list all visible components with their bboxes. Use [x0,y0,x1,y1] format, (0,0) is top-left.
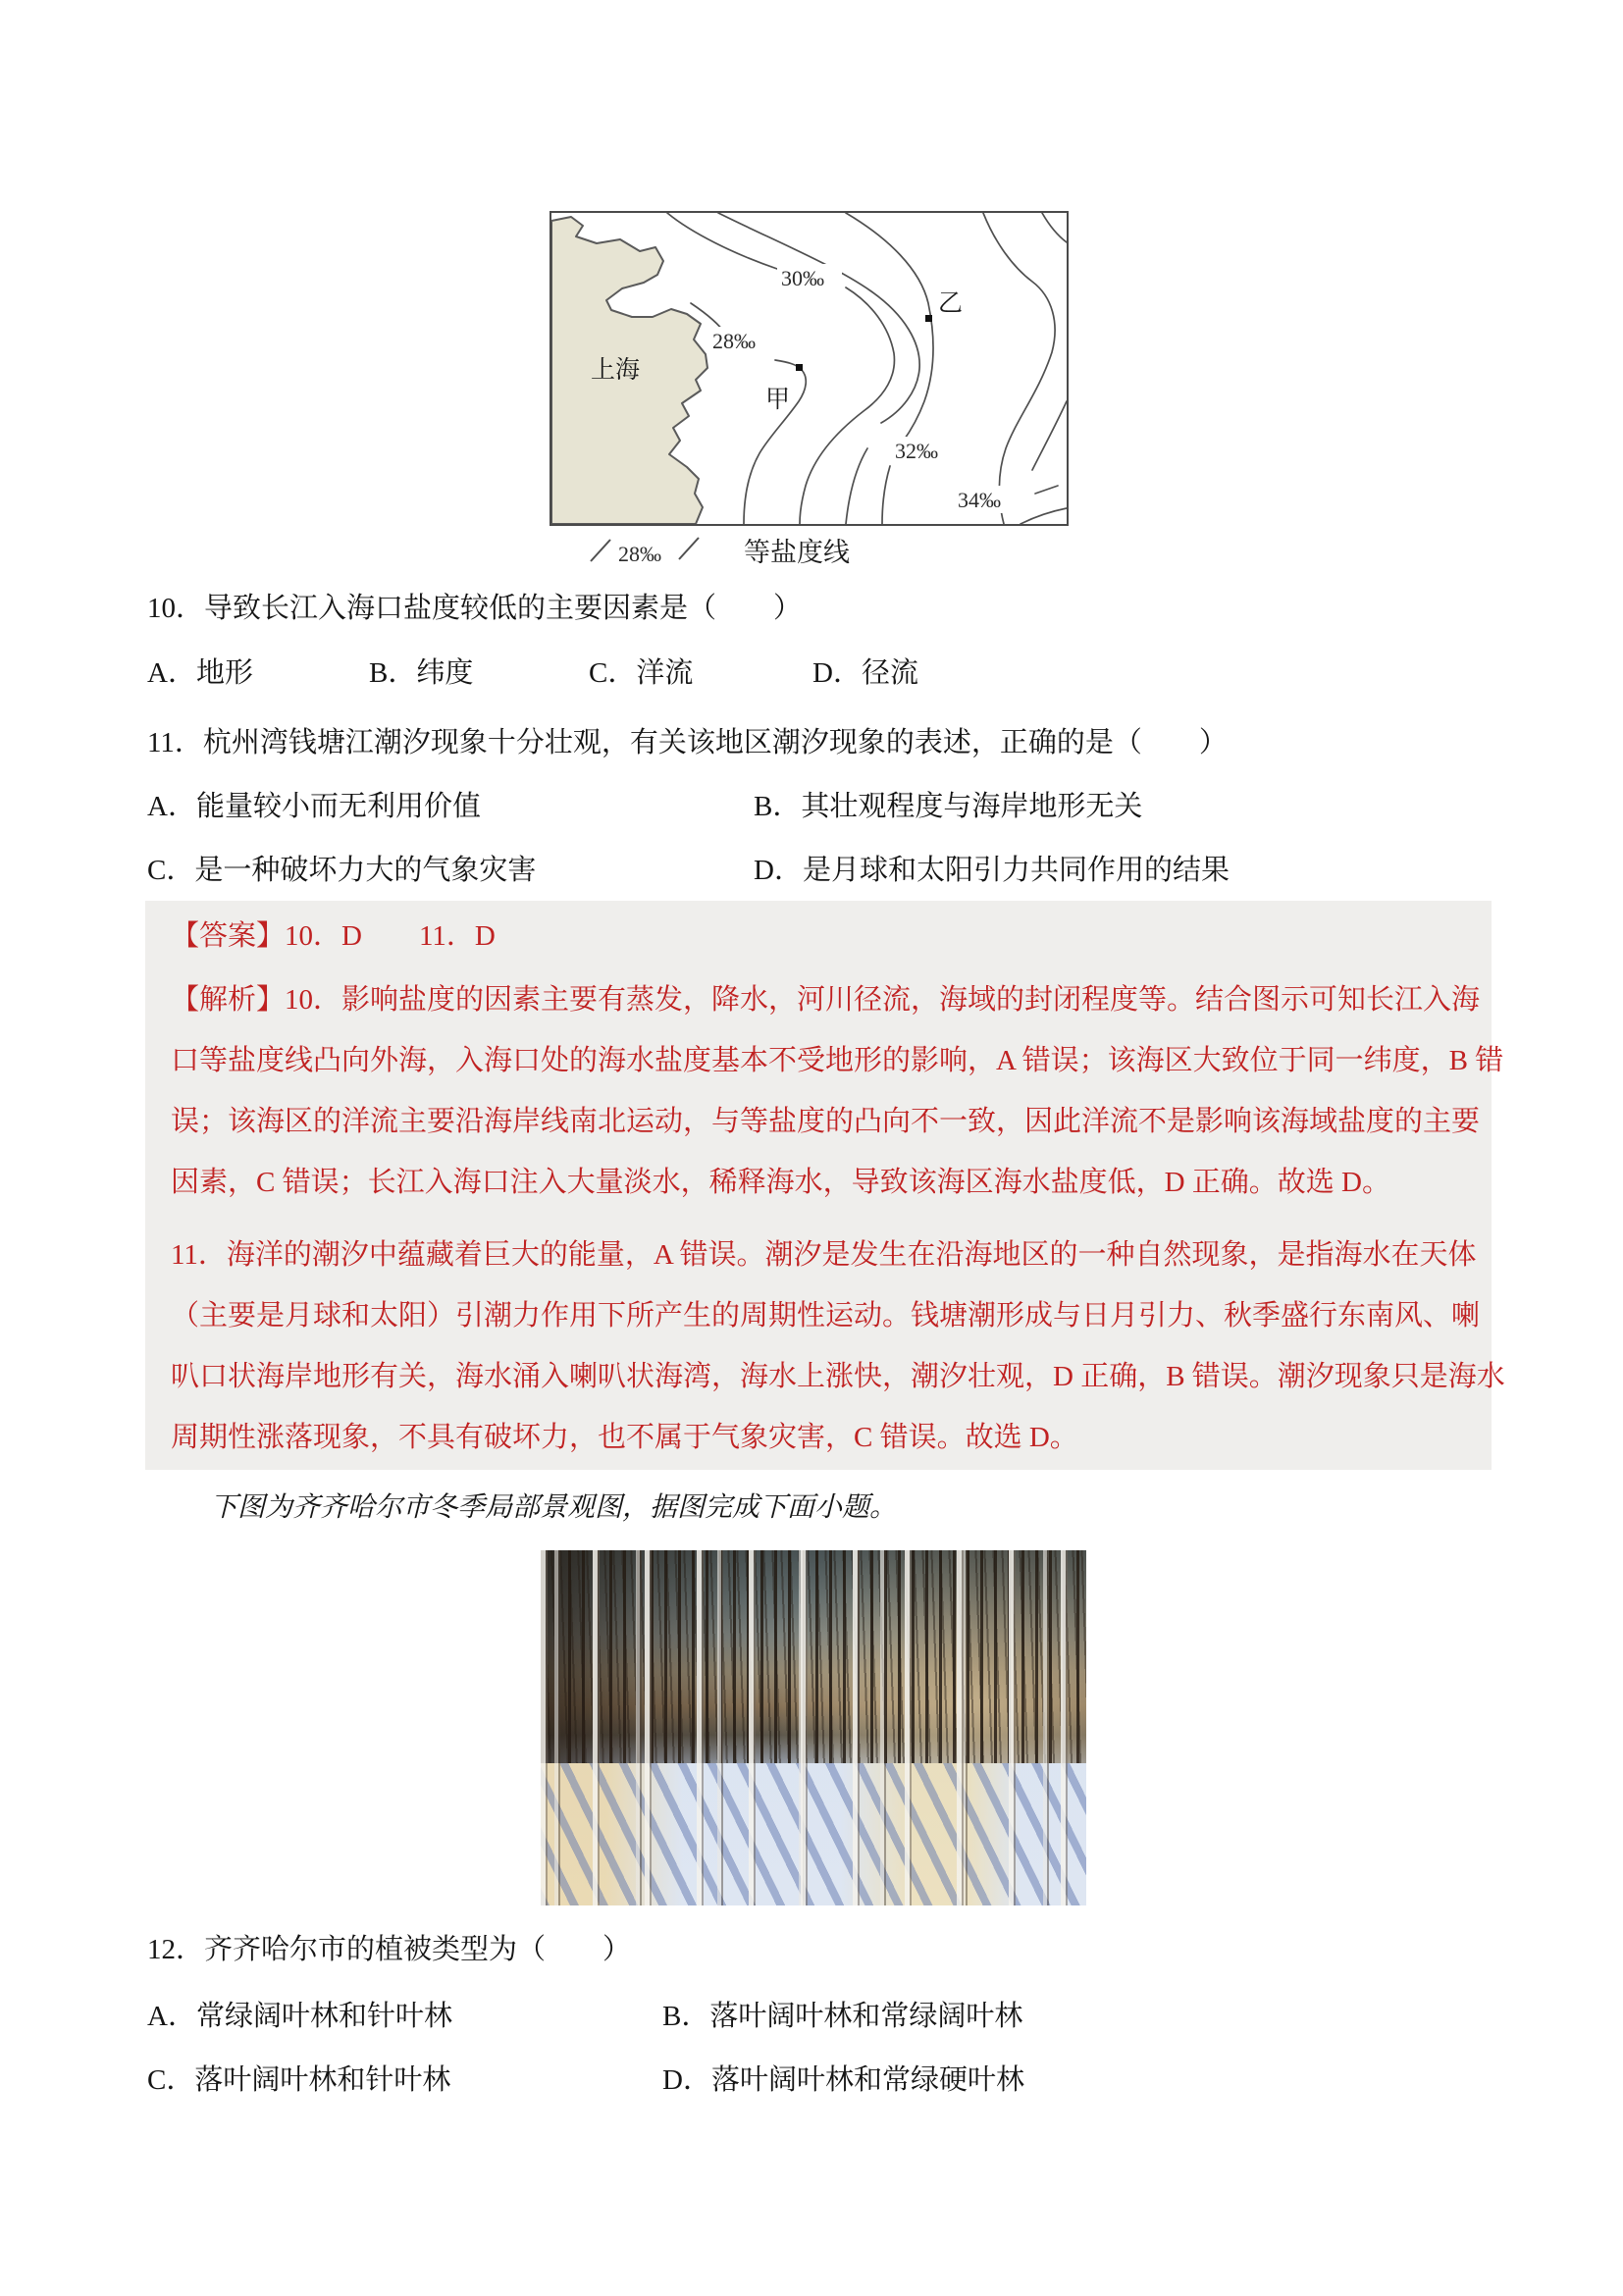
q10-option-d: D．径流 [812,657,918,689]
question-11-options-row2 [147,848,1501,887]
map-legend-svg [550,528,1065,571]
analysis-line: （主要是月球和太阳）引潮力作用下所产生的周期性运动。钱塘潮形成与日月引力、秋季盛行东南风、喇 [171,1300,1481,1331]
legend-line-sample [679,538,699,559]
q10-option-c: C．洋流 [589,657,694,689]
question-10-options [147,651,1501,690]
photo-birch-trunks [541,1550,1086,1905]
analysis-line: 周期性涨落现象，不具有破坏力，也不属于气象灾害，C 错误。故选 D。 [171,1422,1078,1453]
analysis-q10 [171,969,1504,1213]
q10-option-a: A．地形 [147,657,253,689]
q12-option-d: D．落叶阔叶林和常绿硬叶林 [662,2064,1024,2096]
question-12-options-row2 [147,2058,1501,2097]
analysis-line: 口等盐度线凸向外海，入海口处的海水盐度基本不受地形的影响，A 错误；该海区大致位于同一纬度，B 错 [171,1045,1504,1076]
q11-option-a: A．能量较小而无利用价值 [147,791,481,822]
q12-option-b: B．落叶阔叶林和常绿阔叶林 [662,2001,1023,2032]
analysis-line: 叭口状海岸地形有关，海水涌入喇叭状海湾，海水上涨快，潮汐壮观，D 正确，B 错误。潮汐现象只是海水 [171,1361,1505,1392]
legend-line-sample [591,540,610,561]
question-11-stem: 11．杭州湾钱塘江潮汐现象十分壮观，有关该地区潮汐现象的表述，正确的是（ ） [147,727,1228,758]
isoline-30-label: 30‰ [781,266,824,290]
isoline-32-label: 32‰ [895,439,938,463]
q12-option-c: C．落叶阔叶林和针叶林 [147,2064,451,2096]
analysis-line: 【解析】10．影响盐度的因素主要有蒸发，降水，河川径流，海域的封闭程度等。结合图示可知长江入海 [171,984,1481,1016]
analysis-q11 [171,1225,1505,1468]
salinity-map-figure [550,211,1069,526]
shanghai-label: 上海 [591,357,641,384]
legend-sample-value: 28‰ [618,542,661,566]
salinity-map-svg [550,211,1069,526]
answer-line: 【答案】10．D 11．D [171,920,496,952]
analysis-line: 误；该海区的洋流主要沿海岸线南北运动，与等盐度的凸向不一致，因此洋流不是影响该海域盐度的主要 [171,1106,1481,1137]
question-12-stem: 12．齐齐哈尔市的植被类型为（ ） [147,1934,632,1965]
point-yi-dot [925,315,932,322]
point-yi-label: 乙 [938,290,964,317]
question-10-stem: 10．导致长江入海口盐度较低的主要因素是（ ） [147,593,803,624]
map-legend [550,528,1065,576]
legend-label: 等盐度线 [744,538,850,567]
analysis-line: 因素，C 错误；长江入海口注入大量淡水，稀释海水，导致该海区海水盐度低，D 正确。故选 D。 [171,1167,1390,1198]
isohaline-contours [667,213,1067,524]
question-12-intro: 下图为齐齐哈尔市冬季局部景观图，据图完成下面小题。 [210,1492,898,1523]
answer-analysis-band [145,901,1505,1470]
question-12-options-row1 [147,1994,1501,2033]
isoline-28-label: 28‰ [712,329,756,353]
question-11-options-row1 [147,784,1501,823]
q11-option-d: D．是月球和太阳引力共同作用的结果 [754,855,1230,886]
point-jia-label: 甲 [765,387,791,413]
isoline-34-label: 34‰ [958,488,1001,512]
winter-forest-photo [541,1550,1086,1905]
point-jia-dot [796,364,803,371]
analysis-line: 11．海洋的潮汐中蕴藏着巨大的能量，A 错误。潮汐是发生在沿海地区的一种自然现象，是指海水在天体 [171,1239,1477,1271]
q11-option-c: C．是一种破坏力大的气象灾害 [147,855,537,886]
q10-option-b: B．纬度 [369,657,474,689]
q11-option-b: B．其壮观程度与海岸地形无关 [754,791,1143,822]
q12-option-a: A．常绿阔叶林和针叶林 [147,2001,452,2032]
